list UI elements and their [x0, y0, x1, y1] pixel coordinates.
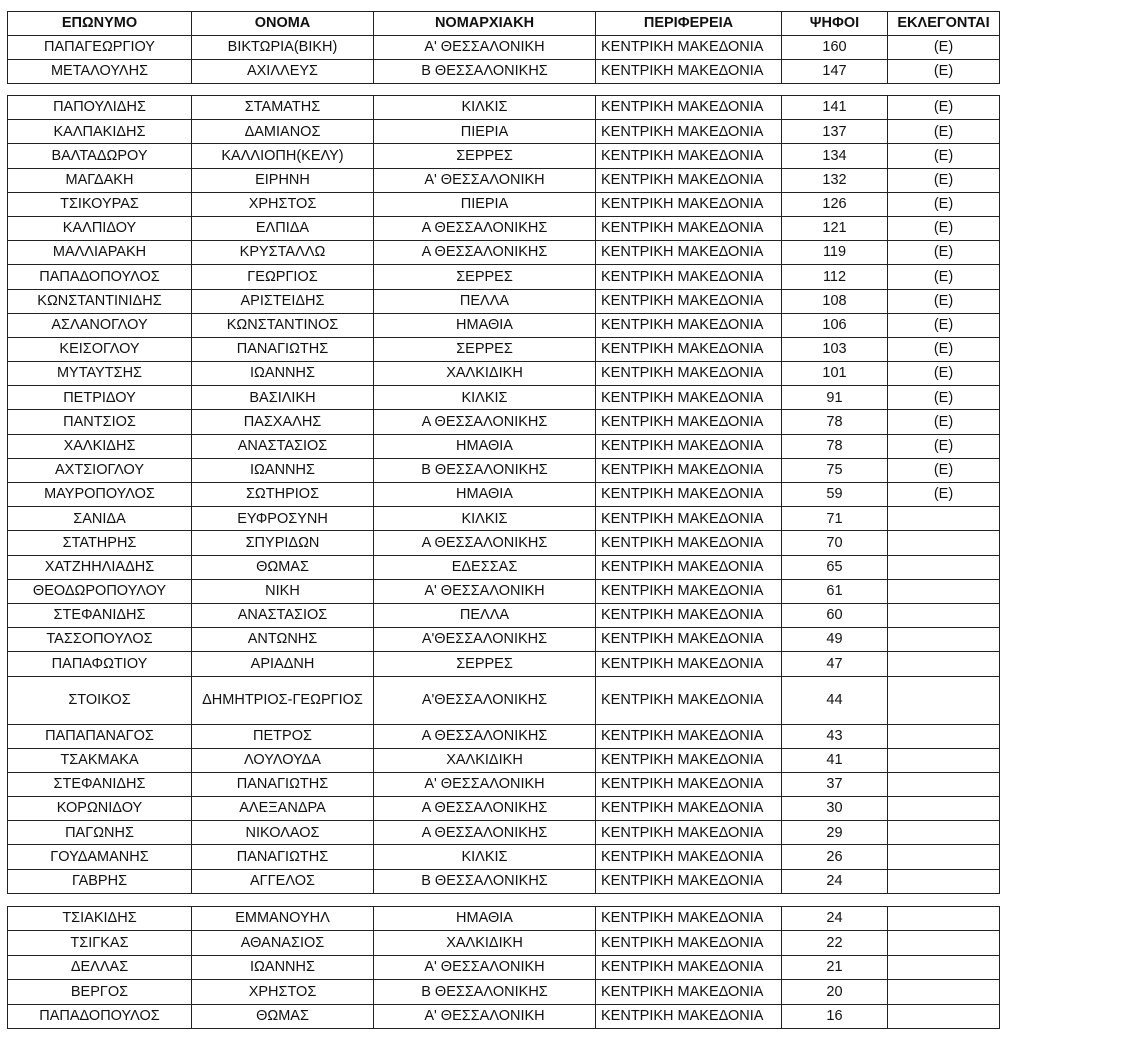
cell-surname: ΠΑΠΑΔΟΠΟΥΛΟΣ	[8, 265, 192, 289]
candidates-table-main	[7, 95, 1000, 894]
cell-surname: ΣΤΟΙΚΟΣ	[8, 676, 192, 724]
cell-elected: (Ε)	[888, 192, 1000, 216]
cell-name: ΑΡΙΑΔΝΗ	[192, 652, 374, 676]
cell-votes: 24	[782, 869, 888, 893]
cell-prefecture: ΧΑΛΚΙΔΙΚΗ	[374, 931, 596, 955]
cell-elected	[888, 797, 1000, 821]
cell-prefecture: Α' ΘΕΣΣΑΛΟΝΙΚΗ	[374, 579, 596, 603]
cell-name: ΙΩΑΝΝΗΣ	[192, 458, 374, 482]
table-row	[8, 931, 1000, 955]
cell-name: ΧΡΗΣΤΟΣ	[192, 980, 374, 1004]
cell-name: ΠΑΝΑΓΙΩΤΗΣ	[192, 337, 374, 361]
cell-prefecture: Α ΘΕΣΣΑΛΟΝΙΚΗΣ	[374, 241, 596, 265]
cell-votes: 160	[782, 36, 888, 60]
cell-votes: 43	[782, 724, 888, 748]
cell-surname: ΚΕΙΣΟΓΛΟΥ	[8, 337, 192, 361]
cell-elected	[888, 772, 1000, 796]
cell-votes: 101	[782, 362, 888, 386]
table-row	[8, 168, 1000, 192]
cell-prefecture: Α ΘΕΣΣΑΛΟΝΙΚΗΣ	[374, 410, 596, 434]
cell-prefecture: Α'ΘΕΣΣΑΛΟΝΙΚΗΣ	[374, 676, 596, 724]
cell-elected: (Ε)	[888, 241, 1000, 265]
table-row	[8, 772, 1000, 796]
cell-name: ΣΩΤΗΡΙΟΣ	[192, 483, 374, 507]
cell-elected: (Ε)	[888, 265, 1000, 289]
cell-region: ΚΕΝΤΡΙΚΗ ΜΑΚΕΔΟΝΙΑ	[596, 483, 782, 507]
cell-name: ΚΩΝΣΤΑΝΤΙΝΟΣ	[192, 313, 374, 337]
cell-region: ΚΕΝΤΡΙΚΗ ΜΑΚΕΔΟΝΙΑ	[596, 931, 782, 955]
cell-region: ΚΕΝΤΡΙΚΗ ΜΑΚΕΔΟΝΙΑ	[596, 96, 782, 120]
cell-elected	[888, 1004, 1000, 1028]
cell-votes: 20	[782, 980, 888, 1004]
cell-votes: 103	[782, 337, 888, 361]
cell-region: ΚΕΝΤΡΙΚΗ ΜΑΚΕΔΟΝΙΑ	[596, 386, 782, 410]
cell-name: ΕΙΡΗΝΗ	[192, 168, 374, 192]
cell-region: ΚΕΝΤΡΙΚΗ ΜΑΚΕΔΟΝΙΑ	[596, 507, 782, 531]
cell-prefecture: Α' ΘΕΣΣΑΛΟΝΙΚΗ	[374, 955, 596, 979]
cell-elected: (Ε)	[888, 458, 1000, 482]
cell-surname: ΑΣΛΑΝΟΓΛΟΥ	[8, 313, 192, 337]
cell-surname: ΑΧΤΣΙΟΓΛΟΥ	[8, 458, 192, 482]
cell-surname: ΜΕΤΑΛΟΥΛΗΣ	[8, 60, 192, 84]
cell-votes: 137	[782, 120, 888, 144]
cell-surname: ΠΑΠΑΔΟΠΟΥΛΟΣ	[8, 1004, 192, 1028]
table-row	[8, 144, 1000, 168]
cell-votes: 59	[782, 483, 888, 507]
cell-prefecture: Β ΘΕΣΣΑΛΟΝΙΚΗΣ	[374, 60, 596, 84]
cell-region: ΚΕΝΤΡΙΚΗ ΜΑΚΕΔΟΝΙΑ	[596, 652, 782, 676]
cell-surname: ΔΕΛΛΑΣ	[8, 955, 192, 979]
table-row	[8, 980, 1000, 1004]
cell-prefecture: ΣΕΡΡΕΣ	[374, 337, 596, 361]
cell-region: ΚΕΝΤΡΙΚΗ ΜΑΚΕΔΟΝΙΑ	[596, 821, 782, 845]
cell-name: ΒΙΚΤΩΡΙΑ(ΒΙΚΗ)	[192, 36, 374, 60]
cell-region: ΚΕΝΤΡΙΚΗ ΜΑΚΕΔΟΝΙΑ	[596, 241, 782, 265]
cell-prefecture: ΗΜΑΘΙΑ	[374, 434, 596, 458]
cell-surname: ΜΑΛΛΙΑΡΑΚΗ	[8, 241, 192, 265]
header-region: ΠΕΡΙΦΕΡΕΙΑ	[596, 12, 782, 36]
cell-name: ΚΑΛΛΙΟΠΗ(ΚΕΛΥ)	[192, 144, 374, 168]
cell-surname: ΒΕΡΓΟΣ	[8, 980, 192, 1004]
cell-name: ΑΝΑΣΤΑΣΙΟΣ	[192, 603, 374, 627]
cell-elected: (Ε)	[888, 410, 1000, 434]
table-row	[8, 60, 1000, 84]
cell-region: ΚΕΝΤΡΙΚΗ ΜΑΚΕΔΟΝΙΑ	[596, 603, 782, 627]
table-row	[8, 265, 1000, 289]
cell-region: ΚΕΝΤΡΙΚΗ ΜΑΚΕΔΟΝΙΑ	[596, 845, 782, 869]
cell-region: ΚΕΝΤΡΙΚΗ ΜΑΚΕΔΟΝΙΑ	[596, 748, 782, 772]
cell-name: ΠΑΣΧΑΛΗΣ	[192, 410, 374, 434]
table-row	[8, 1004, 1000, 1028]
cell-votes: 134	[782, 144, 888, 168]
cell-elected: (Ε)	[888, 289, 1000, 313]
cell-elected	[888, 724, 1000, 748]
cell-region: ΚΕΝΤΡΙΚΗ ΜΑΚΕΔΟΝΙΑ	[596, 313, 782, 337]
cell-surname: ΤΣΑΚΜΑΚΑ	[8, 748, 192, 772]
cell-prefecture: Β ΘΕΣΣΑΛΟΝΙΚΗΣ	[374, 869, 596, 893]
cell-prefecture: ΧΑΛΚΙΔΙΚΗ	[374, 362, 596, 386]
cell-elected	[888, 980, 1000, 1004]
table-row	[8, 869, 1000, 893]
table-row	[8, 628, 1000, 652]
cell-region: ΚΕΝΤΡΙΚΗ ΜΑΚΕΔΟΝΙΑ	[596, 36, 782, 60]
cell-votes: 49	[782, 628, 888, 652]
cell-name: ΙΩΑΝΝΗΣ	[192, 362, 374, 386]
cell-name: ΑΘΑΝΑΣΙΟΣ	[192, 931, 374, 955]
cell-votes: 71	[782, 507, 888, 531]
cell-prefecture: Α' ΘΕΣΣΑΛΟΝΙΚΗ	[374, 36, 596, 60]
cell-elected: (Ε)	[888, 313, 1000, 337]
table-row	[8, 216, 1000, 240]
cell-elected: (Ε)	[888, 168, 1000, 192]
cell-surname: ΤΣΙΑΚΙΔΗΣ	[8, 907, 192, 931]
cell-name: ΝΙΚΗ	[192, 579, 374, 603]
cell-prefecture: ΚΙΛΚΙΣ	[374, 845, 596, 869]
cell-region: ΚΕΝΤΡΙΚΗ ΜΑΚΕΔΟΝΙΑ	[596, 410, 782, 434]
cell-region: ΚΕΝΤΡΙΚΗ ΜΑΚΕΔΟΝΙΑ	[596, 955, 782, 979]
cell-surname: ΚΑΛΠΑΚΙΔΗΣ	[8, 120, 192, 144]
cell-surname: ΣΤΕΦΑΝΙΔΗΣ	[8, 603, 192, 627]
header-surname: ΕΠΩΝΥΜΟ	[8, 12, 192, 36]
cell-name: ΚΡΥΣΤΑΛΛΩ	[192, 241, 374, 265]
cell-region: ΚΕΝΤΡΙΚΗ ΜΑΚΕΔΟΝΙΑ	[596, 1004, 782, 1028]
cell-surname: ΣΑΝΙΔΑ	[8, 507, 192, 531]
cell-surname: ΚΑΛΠΙΔΟΥ	[8, 216, 192, 240]
cell-votes: 121	[782, 216, 888, 240]
cell-region: ΚΕΝΤΡΙΚΗ ΜΑΚΕΔΟΝΙΑ	[596, 144, 782, 168]
cell-votes: 37	[782, 772, 888, 796]
table-row	[8, 748, 1000, 772]
cell-elected	[888, 628, 1000, 652]
cell-prefecture: ΠΕΛΛΑ	[374, 289, 596, 313]
table-row	[8, 434, 1000, 458]
cell-name: ΘΩΜΑΣ	[192, 1004, 374, 1028]
cell-region: ΚΕΝΤΡΙΚΗ ΜΑΚΕΔΟΝΙΑ	[596, 337, 782, 361]
table-row	[8, 386, 1000, 410]
cell-votes: 60	[782, 603, 888, 627]
cell-prefecture: ΗΜΑΘΙΑ	[374, 907, 596, 931]
header-votes: ΨΗΦΟΙ	[782, 12, 888, 36]
table-row	[8, 821, 1000, 845]
cell-region: ΚΕΝΤΡΙΚΗ ΜΑΚΕΔΟΝΙΑ	[596, 531, 782, 555]
cell-region: ΚΕΝΤΡΙΚΗ ΜΑΚΕΔΟΝΙΑ	[596, 362, 782, 386]
cell-prefecture: ΣΕΡΡΕΣ	[374, 144, 596, 168]
table-row	[8, 483, 1000, 507]
cell-name: ΠΑΝΑΓΙΩΤΗΣ	[192, 845, 374, 869]
cell-region: ΚΕΝΤΡΙΚΗ ΜΑΚΕΔΟΝΙΑ	[596, 869, 782, 893]
cell-prefecture: ΠΙΕΡΙΑ	[374, 192, 596, 216]
cell-surname: ΜΑΓΔΑΚΗ	[8, 168, 192, 192]
cell-prefecture: Α' ΘΕΣΣΑΛΟΝΙΚΗ	[374, 1004, 596, 1028]
cell-name: ΠΑΝΑΓΙΩΤΗΣ	[192, 772, 374, 796]
cell-region: ΚΕΝΤΡΙΚΗ ΜΑΚΕΔΟΝΙΑ	[596, 289, 782, 313]
table-row	[8, 603, 1000, 627]
cell-name: ΒΑΣΙΛΙΚΗ	[192, 386, 374, 410]
header-prefecture: ΝΟΜΑΡΧΙΑΚΗ	[374, 12, 596, 36]
cell-region: ΚΕΝΤΡΙΚΗ ΜΑΚΕΔΟΝΙΑ	[596, 772, 782, 796]
table-row	[8, 676, 1000, 724]
cell-surname: ΓΟΥΔΑΜΑΝΗΣ	[8, 845, 192, 869]
table-row	[8, 797, 1000, 821]
cell-region: ΚΕΝΤΡΙΚΗ ΜΑΚΕΔΟΝΙΑ	[596, 458, 782, 482]
cell-prefecture: Β ΘΕΣΣΑΛΟΝΙΚΗΣ	[374, 980, 596, 1004]
header-elected: ΕΚΛΕΓΟΝΤΑΙ	[888, 12, 1000, 36]
cell-name: ΑΡΙΣΤΕΙΔΗΣ	[192, 289, 374, 313]
cell-surname: ΠΑΠΑΠΑΝΑΓΟΣ	[8, 724, 192, 748]
cell-region: ΚΕΝΤΡΙΚΗ ΜΑΚΕΔΟΝΙΑ	[596, 676, 782, 724]
cell-votes: 119	[782, 241, 888, 265]
cell-prefecture: Α ΘΕΣΣΑΛΟΝΙΚΗΣ	[374, 821, 596, 845]
cell-prefecture: Α ΘΕΣΣΑΛΟΝΙΚΗΣ	[374, 216, 596, 240]
cell-name: ΣΠΥΡΙΔΩΝ	[192, 531, 374, 555]
cell-votes: 112	[782, 265, 888, 289]
cell-surname: ΜΑΥΡΟΠΟΥΛΟΣ	[8, 483, 192, 507]
cell-elected: (Ε)	[888, 144, 1000, 168]
cell-surname: ΧΑΤΖΗΗΛΙΑΔΗΣ	[8, 555, 192, 579]
cell-elected	[888, 931, 1000, 955]
cell-surname: ΠΑΠΑΦΩΤΙΟΥ	[8, 652, 192, 676]
table-row	[8, 955, 1000, 979]
cell-region: ΚΕΝΤΡΙΚΗ ΜΑΚΕΔΟΝΙΑ	[596, 120, 782, 144]
table-row	[8, 531, 1000, 555]
cell-votes: 106	[782, 313, 888, 337]
cell-elected: (Ε)	[888, 60, 1000, 84]
header-row	[8, 12, 1000, 36]
cell-region: ΚΕΝΤΡΙΚΗ ΜΑΚΕΔΟΝΙΑ	[596, 907, 782, 931]
cell-votes: 147	[782, 60, 888, 84]
cell-name: ΓΕΩΡΓΙΟΣ	[192, 265, 374, 289]
cell-prefecture: Α'ΘΕΣΣΑΛΟΝΙΚΗΣ	[374, 628, 596, 652]
cell-region: ΚΕΝΤΡΙΚΗ ΜΑΚΕΔΟΝΙΑ	[596, 434, 782, 458]
table-row	[8, 907, 1000, 931]
cell-name: ΑΓΓΕΛΟΣ	[192, 869, 374, 893]
cell-surname: ΧΑΛΚΙΔΗΣ	[8, 434, 192, 458]
cell-region: ΚΕΝΤΡΙΚΗ ΜΑΚΕΔΟΝΙΑ	[596, 628, 782, 652]
cell-prefecture: ΧΑΛΚΙΔΙΚΗ	[374, 748, 596, 772]
cell-elected: (Ε)	[888, 96, 1000, 120]
cell-elected	[888, 821, 1000, 845]
table-row	[8, 845, 1000, 869]
table-row	[8, 652, 1000, 676]
cell-prefecture: ΣΕΡΡΕΣ	[374, 265, 596, 289]
cell-votes: 24	[782, 907, 888, 931]
cell-name: ΕΜΜΑΝΟΥΗΛ	[192, 907, 374, 931]
cell-name: ΑΧΙΛΛΕΥΣ	[192, 60, 374, 84]
cell-elected	[888, 676, 1000, 724]
cell-votes: 141	[782, 96, 888, 120]
cell-region: ΚΕΝΤΡΙΚΗ ΜΑΚΕΔΟΝΙΑ	[596, 192, 782, 216]
cell-surname: ΠΑΝΤΣΙΟΣ	[8, 410, 192, 434]
cell-name: ΕΥΦΡΟΣΥΝΗ	[192, 507, 374, 531]
cell-region: ΚΕΝΤΡΙΚΗ ΜΑΚΕΔΟΝΙΑ	[596, 980, 782, 1004]
table-row	[8, 241, 1000, 265]
cell-votes: 61	[782, 579, 888, 603]
cell-prefecture: Α' ΘΕΣΣΑΛΟΝΙΚΗ	[374, 772, 596, 796]
cell-votes: 91	[782, 386, 888, 410]
cell-prefecture: ΚΙΛΚΙΣ	[374, 507, 596, 531]
cell-prefecture: ΣΕΡΡΕΣ	[374, 652, 596, 676]
cell-elected	[888, 555, 1000, 579]
cell-elected	[888, 907, 1000, 931]
cell-votes: 22	[782, 931, 888, 955]
cell-region: ΚΕΝΤΡΙΚΗ ΜΑΚΕΔΟΝΙΑ	[596, 797, 782, 821]
cell-name: ΔΑΜΙΑΝΟΣ	[192, 120, 374, 144]
cell-surname: ΠΕΤΡΙΔΟΥ	[8, 386, 192, 410]
cell-elected	[888, 579, 1000, 603]
cell-votes: 70	[782, 531, 888, 555]
cell-name: ΛΟΥΛΟΥΔΑ	[192, 748, 374, 772]
cell-votes: 108	[782, 289, 888, 313]
cell-name: ΠΕΤΡΟΣ	[192, 724, 374, 748]
elected-table-top	[7, 11, 1000, 84]
cell-surname: ΠΑΠΟΥΛΙΔΗΣ	[8, 96, 192, 120]
table-row	[8, 507, 1000, 531]
cell-elected: (Ε)	[888, 386, 1000, 410]
cell-surname: ΠΑΓΩΝΗΣ	[8, 821, 192, 845]
cell-surname: ΒΑΛΤΑΔΩΡΟΥ	[8, 144, 192, 168]
cell-prefecture: ΗΜΑΘΙΑ	[374, 313, 596, 337]
cell-votes: 21	[782, 955, 888, 979]
cell-surname: ΣΤΕΦΑΝΙΔΗΣ	[8, 772, 192, 796]
cell-prefecture: Α ΘΕΣΣΑΛΟΝΙΚΗΣ	[374, 531, 596, 555]
table-row	[8, 120, 1000, 144]
table-row	[8, 362, 1000, 386]
cell-prefecture: ΗΜΑΘΙΑ	[374, 483, 596, 507]
cell-region: ΚΕΝΤΡΙΚΗ ΜΑΚΕΔΟΝΙΑ	[596, 724, 782, 748]
cell-votes: 26	[782, 845, 888, 869]
header-name: ΟΝΟΜΑ	[192, 12, 374, 36]
table-row	[8, 555, 1000, 579]
cell-elected	[888, 531, 1000, 555]
cell-votes: 65	[782, 555, 888, 579]
cell-elected	[888, 748, 1000, 772]
cell-name: ΔΗΜΗΤΡΙΟΣ-ΓΕΩΡΓΙΟΣ	[192, 676, 374, 724]
cell-surname: ΚΟΡΩΝΙΔΟΥ	[8, 797, 192, 821]
cell-prefecture: ΚΙΛΚΙΣ	[374, 96, 596, 120]
cell-name: ΝΙΚΟΛΑΟΣ	[192, 821, 374, 845]
candidates-table-bottom	[7, 906, 1000, 1029]
cell-prefecture: Β ΘΕΣΣΑΛΟΝΙΚΗΣ	[374, 458, 596, 482]
cell-surname: ΓΑΒΡΗΣ	[8, 869, 192, 893]
cell-prefecture: ΠΙΕΡΙΑ	[374, 120, 596, 144]
cell-votes: 16	[782, 1004, 888, 1028]
cell-elected: (Ε)	[888, 216, 1000, 240]
cell-name: ΘΩΜΑΣ	[192, 555, 374, 579]
cell-surname: ΠΑΠΑΓΕΩΡΓΙΟΥ	[8, 36, 192, 60]
cell-votes: 29	[782, 821, 888, 845]
cell-elected: (Ε)	[888, 483, 1000, 507]
cell-surname: ΣΤΑΤΗΡΗΣ	[8, 531, 192, 555]
cell-prefecture: ΚΙΛΚΙΣ	[374, 386, 596, 410]
cell-name: ΑΝΑΣΤΑΣΙΟΣ	[192, 434, 374, 458]
cell-elected	[888, 603, 1000, 627]
cell-region: ΚΕΝΤΡΙΚΗ ΜΑΚΕΔΟΝΙΑ	[596, 216, 782, 240]
table-row	[8, 410, 1000, 434]
table-row	[8, 36, 1000, 60]
cell-elected	[888, 955, 1000, 979]
cell-name: ΣΤΑΜΑΤΗΣ	[192, 96, 374, 120]
cell-votes: 75	[782, 458, 888, 482]
cell-elected	[888, 869, 1000, 893]
cell-prefecture: ΕΔΕΣΣΑΣ	[374, 555, 596, 579]
cell-votes: 47	[782, 652, 888, 676]
table-row	[8, 313, 1000, 337]
table-row	[8, 192, 1000, 216]
cell-region: ΚΕΝΤΡΙΚΗ ΜΑΚΕΔΟΝΙΑ	[596, 168, 782, 192]
cell-elected: (Ε)	[888, 337, 1000, 361]
cell-surname: ΘΕΟΔΩΡΟΠΟΥΛΟΥ	[8, 579, 192, 603]
cell-elected	[888, 652, 1000, 676]
table-row	[8, 337, 1000, 361]
cell-elected: (Ε)	[888, 36, 1000, 60]
cell-surname: ΤΣΙΚΟΥΡΑΣ	[8, 192, 192, 216]
cell-elected: (Ε)	[888, 120, 1000, 144]
cell-region: ΚΕΝΤΡΙΚΗ ΜΑΚΕΔΟΝΙΑ	[596, 265, 782, 289]
table-row	[8, 724, 1000, 748]
cell-surname: ΚΩΝΣΤΑΝΤΙΝΙΔΗΣ	[8, 289, 192, 313]
cell-votes: 41	[782, 748, 888, 772]
cell-elected	[888, 507, 1000, 531]
cell-prefecture: ΠΕΛΛΑ	[374, 603, 596, 627]
cell-elected	[888, 845, 1000, 869]
cell-name: ΧΡΗΣΤΟΣ	[192, 192, 374, 216]
table-row	[8, 289, 1000, 313]
cell-prefecture: Α' ΘΕΣΣΑΛΟΝΙΚΗ	[374, 168, 596, 192]
cell-surname: ΤΣΙΓΚΑΣ	[8, 931, 192, 955]
cell-region: ΚΕΝΤΡΙΚΗ ΜΑΚΕΔΟΝΙΑ	[596, 60, 782, 84]
cell-region: ΚΕΝΤΡΙΚΗ ΜΑΚΕΔΟΝΙΑ	[596, 555, 782, 579]
cell-name: ΙΩΑΝΝΗΣ	[192, 955, 374, 979]
cell-elected: (Ε)	[888, 362, 1000, 386]
cell-surname: ΜΥΤΑΥΤΣΗΣ	[8, 362, 192, 386]
cell-votes: 78	[782, 434, 888, 458]
cell-votes: 126	[782, 192, 888, 216]
cell-votes: 132	[782, 168, 888, 192]
table-row	[8, 458, 1000, 482]
cell-prefecture: Α ΘΕΣΣΑΛΟΝΙΚΗΣ	[374, 797, 596, 821]
table-row	[8, 96, 1000, 120]
cell-elected: (Ε)	[888, 434, 1000, 458]
cell-name: ΑΝΤΩΝΗΣ	[192, 628, 374, 652]
cell-region: ΚΕΝΤΡΙΚΗ ΜΑΚΕΔΟΝΙΑ	[596, 579, 782, 603]
cell-name: ΕΛΠΙΔΑ	[192, 216, 374, 240]
cell-name: ΑΛΕΞΑΝΔΡΑ	[192, 797, 374, 821]
table-row	[8, 579, 1000, 603]
cell-prefecture: Α ΘΕΣΣΑΛΟΝΙΚΗΣ	[374, 724, 596, 748]
cell-votes: 44	[782, 676, 888, 724]
cell-votes: 78	[782, 410, 888, 434]
cell-votes: 30	[782, 797, 888, 821]
cell-surname: ΤΑΣΣΟΠΟΥΛΟΣ	[8, 628, 192, 652]
